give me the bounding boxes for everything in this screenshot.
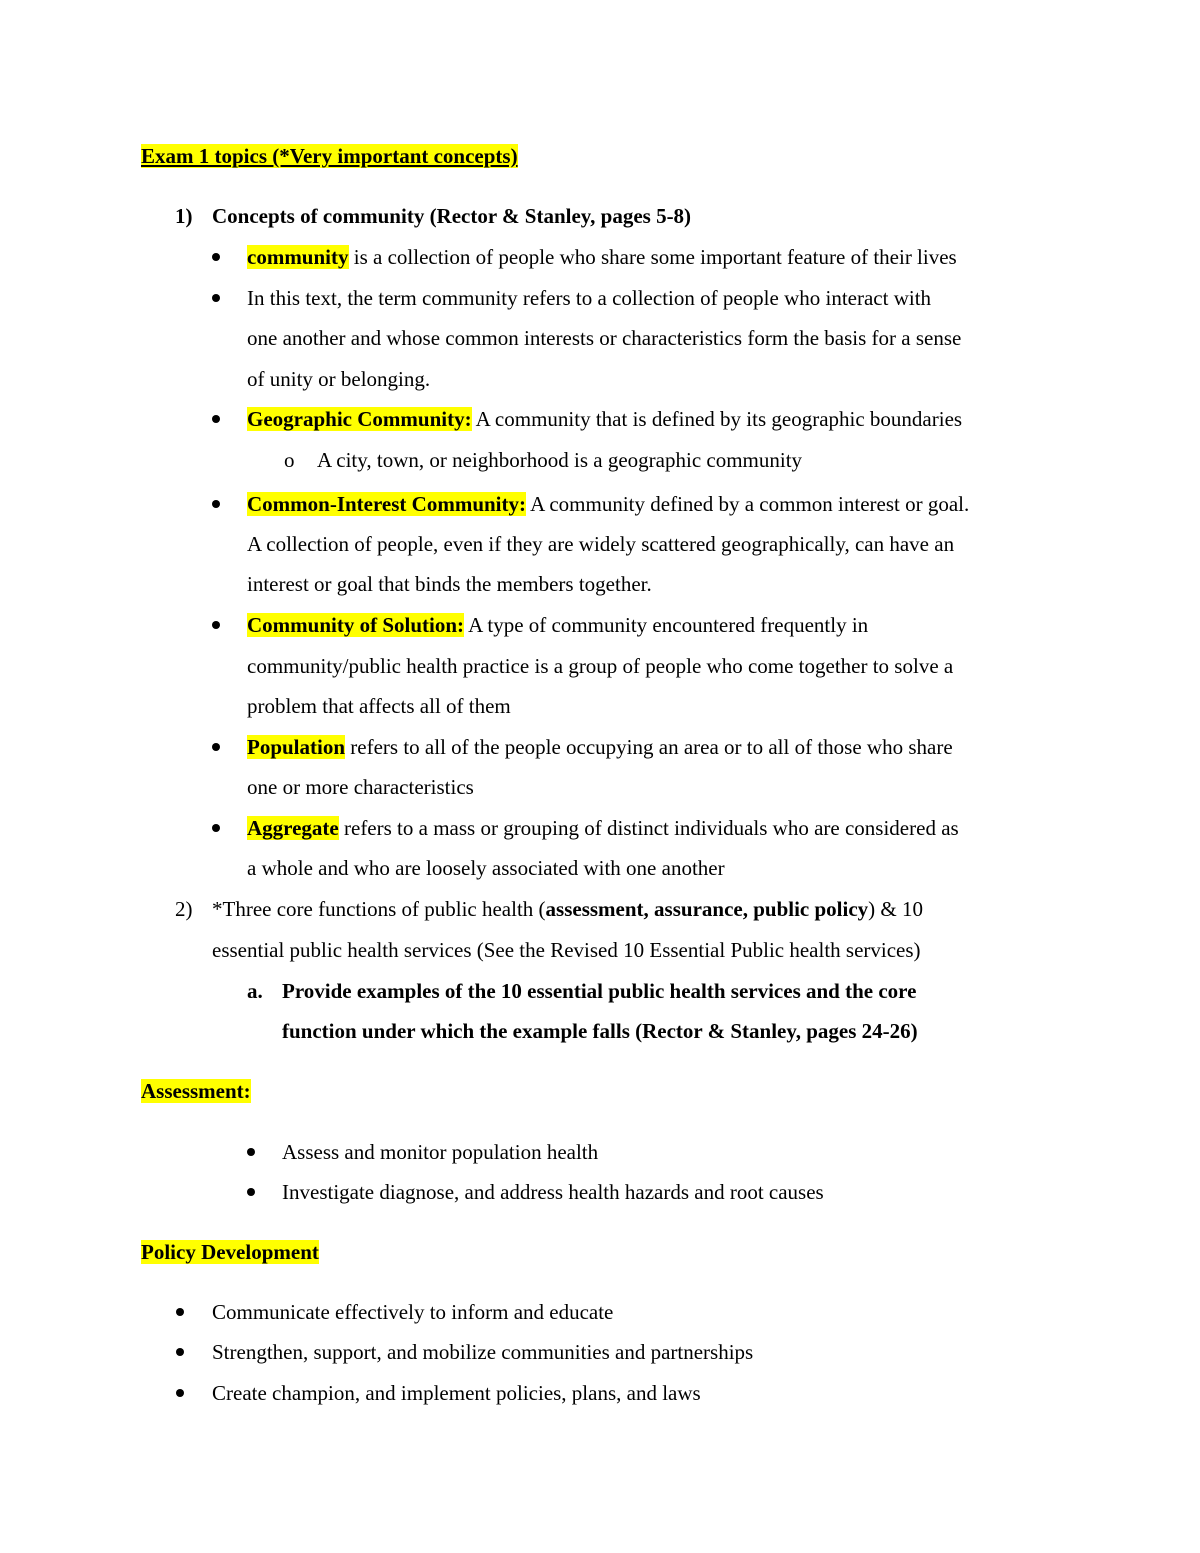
bullet-icon [247, 1148, 255, 1156]
list-item: Strengthen, support, and mobilize communities and partnerships [212, 1340, 754, 1364]
term-population: Population [247, 735, 346, 759]
bullet-icon [212, 743, 220, 751]
bullet-icon [247, 1188, 255, 1196]
page-title: Exam 1 topics (*Very important concepts) [141, 144, 518, 168]
sub-list-marker: a. [247, 979, 263, 1003]
term-common-interest-community: Common-Interest Community: [247, 492, 526, 516]
bullet-icon [176, 1308, 184, 1316]
list-item: Create champion, and implement policies, plans, and laws [212, 1381, 701, 1405]
bullet-icon [212, 415, 220, 423]
list-item: Investigate diagnose, and address health hazards and root causes [282, 1180, 824, 1204]
section-heading-policy: Policy Development [141, 1240, 319, 1264]
list-item: Population refers to all of the people occupying an area or to all of those who share [247, 735, 953, 759]
section-heading-assessment: Assessment: [141, 1079, 251, 1103]
list-item-line: one another and whose common interests or characteristics form the basis for a sense [247, 326, 962, 350]
term-aggregate: Aggregate [247, 816, 339, 840]
list-item: Communicate effectively to inform and educate [212, 1300, 614, 1324]
list-item: Geographic Community: A community that is defined by its geographic boundaries [247, 407, 963, 431]
list-number-1: 1) [175, 204, 193, 228]
term-geographic-community: Geographic Community: [247, 407, 472, 431]
bullet-icon [176, 1348, 184, 1356]
list-number-2: 2) [175, 897, 193, 921]
list-item-line: A collection of people, even if they are widely scattered geographically, can have an [247, 532, 955, 556]
bullet-icon [212, 621, 220, 629]
list-item-line: interest or goal that binds the members together. [247, 572, 652, 596]
term-community: community [247, 245, 349, 269]
sub-list-line: Provide examples of the 10 essential public health services and the core [282, 979, 917, 1003]
list-item-line: In this text, the term community refers to a collection of people who interact with [247, 286, 932, 310]
list-item: community is a collection of people who share some important feature of their lives [247, 245, 957, 269]
list-item-line: of unity or belonging. [247, 367, 431, 391]
bullet-icon [176, 1389, 184, 1397]
item2-line: essential public health services (See the Revised 10 Essential Public health services) [212, 938, 921, 962]
list-item: Assess and monitor population health [282, 1140, 599, 1164]
list-item: Community of Solution: A type of community encountered frequently in [247, 613, 869, 637]
bullet-icon [212, 294, 220, 302]
list-item-line: community/public health practice is a group of people who come together to solve a [247, 654, 954, 678]
sub-bullet-marker: o [284, 448, 295, 472]
list-item: Common-Interest Community: A community defined by a common interest or goal. [247, 492, 970, 516]
list-item: Aggregate refers to a mass or grouping of distinct individuals who are considered as [247, 816, 959, 840]
item2-line: *Three core functions of public health (assessment, assurance, public policy) & 10 [212, 897, 923, 921]
item1-heading: Concepts of community (Rector & Stanley, pages 5-8) [212, 204, 692, 228]
sub-list-item: A city, town, or neighborhood is a geographic community [317, 448, 803, 472]
bullet-icon [212, 824, 220, 832]
term-community-of-solution: Community of Solution: [247, 613, 465, 637]
list-item-line: one or more characteristics [247, 775, 474, 799]
bullet-icon [212, 253, 220, 261]
list-item-line: a whole and who are loosely associated with one another [247, 856, 725, 880]
list-item-line: problem that affects all of them [247, 694, 511, 718]
bullet-icon [212, 500, 220, 508]
sub-list-line: function under which the example falls (Rector & Stanley, pages 24-26) [282, 1019, 918, 1043]
